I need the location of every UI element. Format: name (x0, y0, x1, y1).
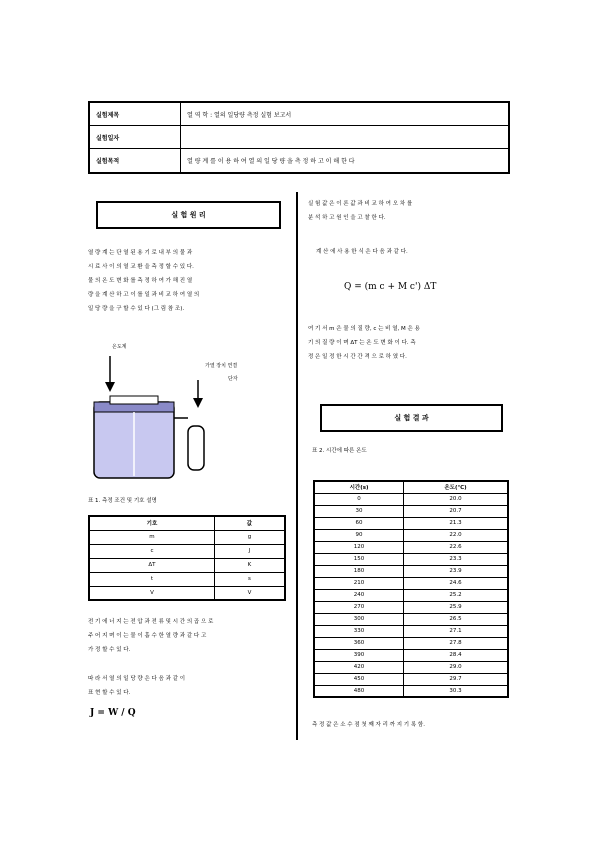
table-row (89, 586, 285, 600)
table-row (314, 661, 508, 673)
intro-paragraph (88, 246, 284, 316)
table-cell: 360 (314, 637, 404, 649)
table-cell: 값 (214, 516, 285, 530)
table-row (314, 541, 508, 553)
table-cell: 23.3 (404, 553, 508, 565)
table-header-cell: 온도(℃) (404, 481, 508, 493)
header-table (88, 101, 510, 174)
table2-caption: 표 2. 시간에 따른 온도 (312, 448, 367, 454)
table-cell: V (89, 586, 214, 600)
results-table (313, 480, 509, 698)
table-row (314, 625, 508, 637)
table-cell: 240 (314, 589, 404, 601)
table-cell: J (214, 544, 285, 558)
text-line: 전 기 에 너 지 는 전 압 과 전 류 및 시 간 의 곱 으 로 (88, 619, 214, 625)
header-value (181, 126, 508, 148)
right-top-paragraph (308, 197, 512, 225)
table-cell: 60 (314, 517, 404, 529)
table-cell: g (214, 530, 285, 544)
left-formula: J = W / Q (90, 708, 136, 718)
table-cell: s (214, 572, 285, 586)
table-header-cell: 시간(s) (314, 481, 404, 493)
table-row (314, 601, 508, 613)
table-row (314, 589, 508, 601)
table-cell: V (214, 586, 285, 600)
table-cell: 25.2 (404, 589, 508, 601)
table-cell: 300 (314, 613, 404, 625)
table-row (314, 493, 508, 505)
table-row (314, 517, 508, 529)
header-row-purpose (90, 149, 508, 172)
table-row (314, 613, 508, 625)
text-line: 시 료 사 이 의 열 교 환 을 측 정 할 수 있 다. (88, 264, 194, 270)
text-line: 분 석 하 고 원 인 을 고 찰 한 다. (308, 215, 386, 221)
heater-label: 가열 장치 연결 (205, 363, 238, 369)
table-cell: 20.7 (404, 505, 508, 517)
table-row (89, 558, 285, 572)
table1-caption: 표 1. 측정 조건 및 기호 설명 (88, 498, 157, 504)
after-table-paragraph (88, 615, 286, 657)
table-cell: 210 (314, 577, 404, 589)
header-value: 열 역 학 : 열의 일당량 측정 실험 보고서 (187, 111, 292, 119)
table-cell: K (214, 558, 285, 572)
terminal-label: 단자 (228, 376, 238, 382)
section-title-results: 실 험 결 과 (320, 404, 503, 432)
table-cell: 90 (314, 529, 404, 541)
table-cell: 22.6 (404, 541, 508, 553)
text-line: 주 어 지 며 이 는 물 이 흡 수 한 열 량 과 같 다 고 (88, 633, 207, 639)
header-label: 실험일자 (90, 126, 181, 148)
table-cell: 22.0 (404, 529, 508, 541)
table-cell: 450 (314, 673, 404, 685)
table-cell: 21.3 (404, 517, 508, 529)
table-row (314, 673, 508, 685)
header-label: 실험목적 (90, 149, 181, 172)
table-row (314, 529, 508, 541)
table-row (314, 577, 508, 589)
table-cell: 180 (314, 565, 404, 577)
text-line: 기 의 질 량 이 며 ΔT 는 온 도 변 화 이 다. 측 (308, 340, 416, 346)
table-row (314, 649, 508, 661)
formula-intro-paragraph (88, 672, 286, 700)
text-line: 열 량 계 는 단 열 된 용 기 로 내 부 의 물 과 (88, 250, 193, 256)
table-cell: t (89, 572, 214, 586)
table-row (314, 505, 508, 517)
right-body-paragraph (308, 322, 512, 364)
formula-caption: 계 산 에 사 용 한 식 은 다 음 과 같 다. (316, 249, 408, 255)
table-row (89, 572, 285, 586)
table-row (89, 544, 285, 558)
table-cell: c (89, 544, 214, 558)
text-line: 여 기 서 m 은 물 의 질 량, c 는 비 열, M 은 용 (308, 326, 420, 332)
text-line: 일 당 량 을 구 할 수 있 다 (그 림 참 조). (88, 306, 185, 312)
table-row (89, 530, 285, 544)
table-row (89, 516, 285, 530)
column-divider (296, 192, 298, 740)
table-cell: 120 (314, 541, 404, 553)
table-header-row (314, 481, 508, 493)
table-cell: 28.4 (404, 649, 508, 661)
table-cell: 23.9 (404, 565, 508, 577)
header-row-title (90, 103, 508, 126)
table-cell: 0 (314, 493, 404, 505)
table-row (314, 685, 508, 697)
table-row (314, 553, 508, 565)
table-row (314, 565, 508, 577)
right-formula: Q = (m c + M c') ΔT (344, 282, 437, 292)
table-cell: 330 (314, 625, 404, 637)
table-cell: 29.0 (404, 661, 508, 673)
text-line: 따 라 서 열 의 일 당 량 은 다 음 과 같 이 (88, 676, 186, 682)
table-cell: 26.5 (404, 613, 508, 625)
calorimeter-diagram (88, 350, 218, 480)
section-title-principle: 실 험 원 리 (96, 201, 281, 229)
results-table-body (314, 493, 508, 697)
text-line: 물 의 온 도 변 화 를 측 정 하 여 가 해 진 열 (88, 278, 193, 284)
table-cell: 420 (314, 661, 404, 673)
header-row-date (90, 126, 508, 149)
thermometer-label: 온도계 (112, 344, 127, 350)
table-cell: 150 (314, 553, 404, 565)
table-cell: 30.3 (404, 685, 508, 697)
text-line: 정 은 일 정 한 시 간 간 격 으 로 하 였 다. (308, 354, 407, 360)
table-cell: 24.6 (404, 577, 508, 589)
text-line: 량 을 계 산 하 고 이 를 일 과 비 교 하 여 열 의 (88, 292, 200, 298)
table-cell: 270 (314, 601, 404, 613)
table-cell: 기호 (89, 516, 214, 530)
table-cell: 30 (314, 505, 404, 517)
text-line: 가 정 할 수 있 다. (88, 647, 131, 653)
conditions-table (88, 515, 286, 601)
results-footnote: 측 정 값 은 소 수 점 첫 째 자 리 까 지 기 록 함. (312, 722, 425, 728)
table-cell: 390 (314, 649, 404, 661)
header-label: 실험제목 (90, 103, 181, 125)
text-line: 표 현 할 수 있 다. (88, 690, 131, 696)
text-line: 실 험 값 은 이 론 값 과 비 교 하 여 오 차 를 (308, 201, 413, 207)
table-cell: 27.1 (404, 625, 508, 637)
table-cell: ΔT (89, 558, 214, 572)
table-cell: 480 (314, 685, 404, 697)
header-value: 열 량 계 를 이 용 하 여 열 의 일 당 량 을 측 정 하 고 이 해 한 다 (187, 158, 355, 165)
table-cell: 27.8 (404, 637, 508, 649)
table-cell: 20.0 (404, 493, 508, 505)
table-cell: 25.9 (404, 601, 508, 613)
table-cell: 29.7 (404, 673, 508, 685)
table-cell: m (89, 530, 214, 544)
table-row (314, 637, 508, 649)
